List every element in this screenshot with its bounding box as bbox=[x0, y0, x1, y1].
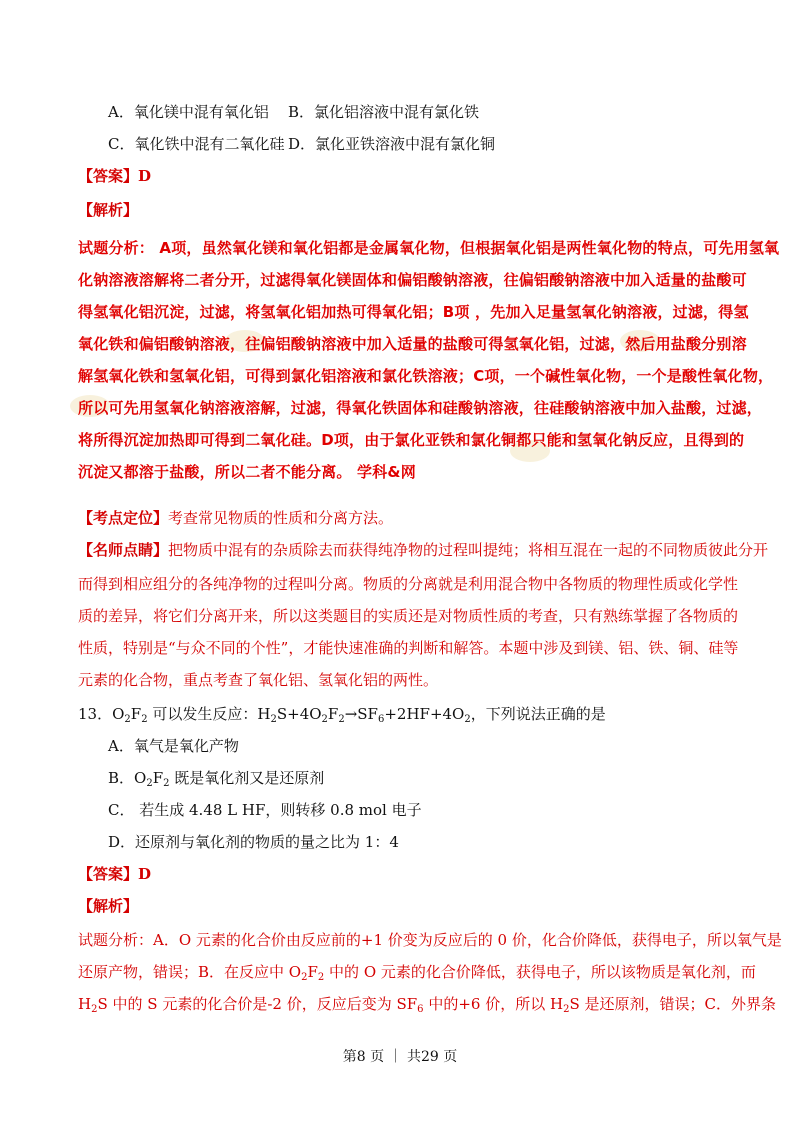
q12-analysis-line: 化钠溶液溶解将二者分开，过滤得氧化镁固体和偏铝酸钠溶液，往偏铝酸钠溶液中加入适量的盐酸可 bbox=[78, 271, 747, 289]
q12-analysis-line: 解氢氧化铁和氢氧化铝，可得到氯化铝溶液和氯化铁溶液；C项，一个碱性氧化物，一个是酸性氧化物， bbox=[78, 367, 774, 385]
mingshi-row bbox=[78, 540, 768, 560]
q13-analysis-line3-mid2: 中的+6 价，所以 H bbox=[428, 995, 564, 1013]
q12-analysis-line: 氧化铁和偏铝酸钠溶液，往偏铝酸钠溶液中加入适量的盐酸可得氢氧化铝，过滤，然后用盐酸分别溶 bbox=[78, 335, 747, 353]
q12-analysis-line: 沉淀又都溶于盐酸，所以二者不能分离。 学科&网 bbox=[78, 463, 416, 481]
q13-number: 13． bbox=[78, 705, 113, 723]
q13-stem-end: ，下列说法正确的是 bbox=[470, 705, 606, 723]
mingshi-line: 元素的化合物，重点考查了氧化铝、氢氧化铝的两性。 bbox=[78, 671, 439, 689]
q13-option-b-tail: 既是氧化剂又是还原剂 bbox=[174, 769, 325, 787]
q13-analysis-line3-tail: S 是还原剂，错误；C．外界条 bbox=[569, 995, 776, 1013]
mingshi-line: 质的差异，将它们分离开来，所以这类题目的实质还是对物质性质的考查，只有熟练掌握了各物质的 bbox=[78, 607, 739, 625]
mingshi-line: 把物质中混有的杂质除去而获得纯净物的过程叫提纯；将相互混在一起的不同物质彼此分开 bbox=[168, 541, 769, 559]
q12-analysis-line: 试题分析： A项，虽然氧化镁和氧化铝都是金属氧化物，但根据氧化铝是两性氧化物的特点，可先用氢氧 bbox=[78, 239, 780, 257]
q13-analysis-line: 还原产物，错误；B．在反应中 $O_2F_2$ 中的 O 元素的化合价降低，获得电子，所以该物质是氧化剂，而 bbox=[78, 963, 756, 983]
q13-analysis-line: 试题分析：A．O 元素的化合价由反应前的+1 价变为反应后的 0 价，化合价降低，获得电子，所以氧气是 bbox=[78, 931, 782, 949]
kaodian-label: 【考点定位】 bbox=[78, 509, 169, 527]
q12-option-c: C．氧化铁中混有二氧化硅 bbox=[108, 135, 285, 153]
q13-stem: 13．$O_2F_2$ 可以发生反应：$H_2S+4O_2F_2\to SF_6+2HF+4O_2$，下列说法正确的是 bbox=[78, 705, 606, 725]
q13-analysis-label: 【解析】 bbox=[78, 897, 139, 915]
mingshi-line: 性质，特别是“与众不同的个性”，才能快速准确的判断和解答。本题中涉及到镁、铝、铁、铜、硅等 bbox=[78, 639, 739, 657]
q12-analysis-line: 将所得沉淀加热即可得到二氧化硅。D项，由于氯化亚铁和氯化铜都只能和氢氧化钠反应，且得到的 bbox=[78, 431, 745, 449]
q12-option-b: B．氯化铝溶液中混有氯化铁 bbox=[288, 103, 480, 121]
q12-option-d: D．氯化亚铁溶液中混有氯化铜 bbox=[288, 135, 496, 153]
q12-analysis-label: 【解析】 bbox=[78, 201, 139, 219]
q12-option-a: A．氧化镁中混有氧化铝 bbox=[108, 103, 269, 121]
q13-analysis-line3-mid1: 中的 S 元素的化合价是-2 价，反应后变为 SF bbox=[112, 995, 418, 1013]
mingshi-line: 而得到相应组分的各纯净物的过程叫分离。物质的分离就是利用混合物中各物质的物理性质或化学性 bbox=[78, 575, 739, 593]
q13-analysis-line: $H_2S$ 中的 S 元素的化合价是-2 价，反应后变为 $SF_6$ 中的+6 价，所以 $H_2S$ 是还原剂，错误；C．外界条 bbox=[78, 995, 776, 1015]
q12-analysis-line: 所以可先用氢氧化钠溶液溶解，过滤，得氧化铁固体和硅酸钠溶液，往硅酸钠溶液中加入盐酸，过滤， bbox=[78, 399, 763, 417]
kaodian-text: 考查常见物质的性质和分离方法。 bbox=[168, 509, 394, 527]
q13-option-c: C． 若生成 4.48 L HF，则转移 0.8 mol 电子 bbox=[108, 801, 422, 819]
q13-option-d: D．还原剂与氧化剂的物质的量之比为 1：4 bbox=[108, 833, 399, 851]
q13-option-a: A．氧气是氧化产物 bbox=[108, 737, 239, 755]
page-footer: 第8 页 ｜ 共29 页 bbox=[342, 1049, 458, 1065]
q13-analysis-line2-head: 还原产物，错误；B．在反应中 O bbox=[78, 963, 302, 981]
q12-answer: 【答案】D bbox=[78, 167, 152, 185]
q13-stem-mid: 可以发生反应： bbox=[152, 705, 258, 723]
q13-option-b: B．$O_2F_2$ 既是氧化剂又是还原剂 bbox=[108, 769, 325, 789]
kaodian-row bbox=[78, 508, 393, 528]
q12-analysis-line: 得氢氧化铝沉淀，过滤，将氢氧化铝加热可得氧化铝；B项 ，先加入足量氢氧化钠溶液，过滤，得氢 bbox=[78, 303, 749, 321]
mingshi-label: 【名师点睛】 bbox=[78, 541, 169, 559]
q13-answer: 【答案】D bbox=[78, 865, 152, 883]
q13-analysis-line2-tail: 中的 O 元素的化合价降低，获得电子，所以该物质是氧化剂，而 bbox=[329, 963, 756, 981]
